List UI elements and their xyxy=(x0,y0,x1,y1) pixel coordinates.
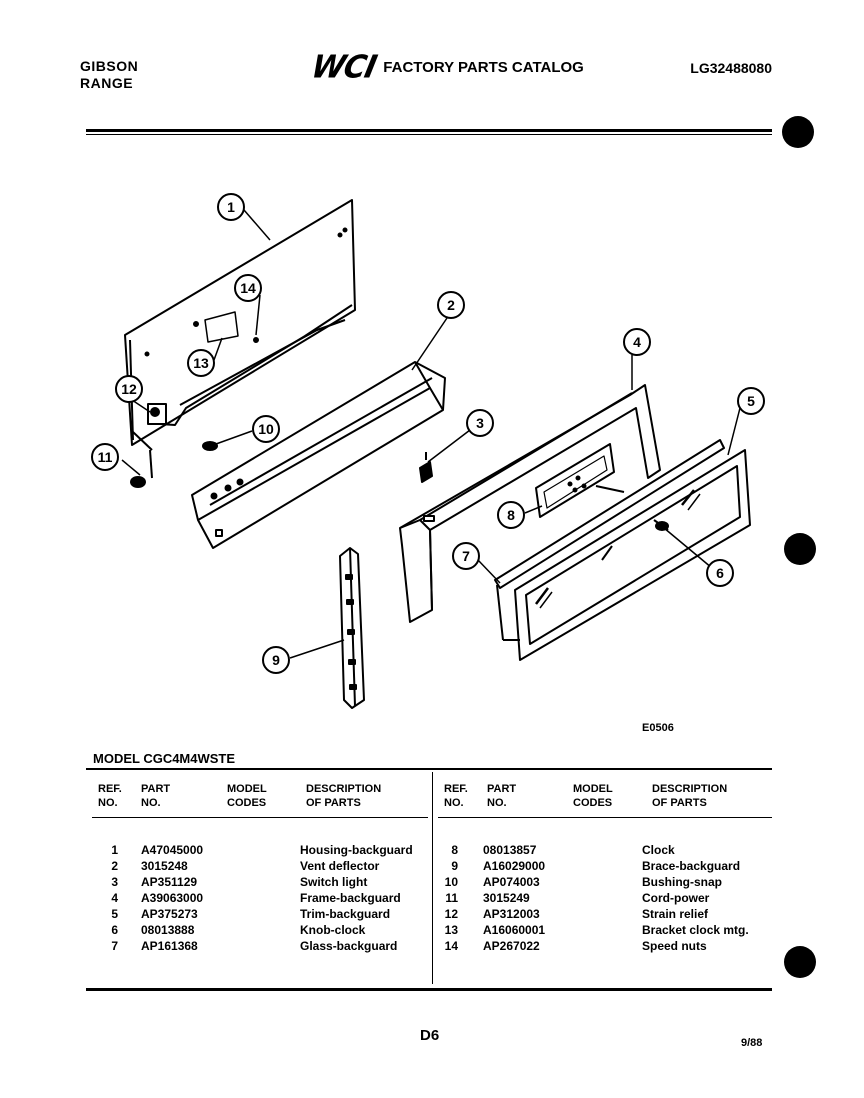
table-row: 13 xyxy=(444,923,458,937)
header-desc-left: DESCRIPTION OF PARTS xyxy=(306,783,382,809)
table-row-desc: Cord-power xyxy=(642,891,710,905)
header-desc-right: DESCRIPTION OF PARTS xyxy=(652,783,728,809)
table-row: 1 xyxy=(111,843,118,857)
part-brace-backguard xyxy=(340,548,364,708)
callout-9: 9 xyxy=(272,652,280,668)
callout-5: 5 xyxy=(747,393,755,409)
model-label: MODEL CGC4M4WSTE xyxy=(93,751,236,766)
table-row-part: 3015249 xyxy=(483,891,530,905)
wci-logo: WCI xyxy=(308,49,380,86)
header-underline-left xyxy=(92,817,428,818)
table-row-part: AP267022 xyxy=(483,939,540,953)
table-row-part: AP375273 xyxy=(141,907,198,921)
table-row-part: A39063000 xyxy=(141,891,204,905)
binder-hole-bottom xyxy=(784,946,816,978)
table-row-desc: Glass-backguard xyxy=(300,939,398,953)
header-ref-left: REF. NO. xyxy=(98,783,122,809)
table-row-part: A47045000 xyxy=(141,843,204,857)
brand-block xyxy=(80,58,138,92)
figure-code: E0506 xyxy=(642,722,674,734)
table-row: 4 xyxy=(111,891,118,905)
page-code: D6 xyxy=(420,1027,440,1044)
catalog-header xyxy=(308,49,584,86)
header-ref-right: REF. NO. xyxy=(444,783,468,809)
table-row-part: 08013888 xyxy=(141,923,195,937)
table-row-desc: Knob-clock xyxy=(300,923,366,937)
callout-12: 12 xyxy=(121,381,137,397)
table-row-desc: Housing-backguard xyxy=(300,843,413,857)
table-row: 11 xyxy=(445,891,458,905)
callout-13: 13 xyxy=(193,355,209,371)
callout-1: 1 xyxy=(227,199,235,215)
print-date: 9/88 xyxy=(741,1037,763,1049)
callout-10: 10 xyxy=(258,421,274,437)
table-row-desc: Bracket clock mtg. xyxy=(642,923,749,937)
header-part-right: PART NO. xyxy=(487,783,517,809)
part-switch-light xyxy=(420,452,432,482)
header-rule xyxy=(86,129,772,132)
table-row-desc: Bushing-snap xyxy=(642,875,722,889)
table-row-part: 08013857 xyxy=(483,843,537,857)
callout-4: 4 xyxy=(633,334,641,350)
part-bushing-snap xyxy=(203,442,217,450)
header-underline-right xyxy=(438,817,772,818)
table-row: 8 xyxy=(451,843,458,857)
product-type: RANGE xyxy=(80,75,134,91)
table-row: 2 xyxy=(111,859,118,873)
callout-7: 7 xyxy=(462,548,470,564)
catalog-number: LG32488080 xyxy=(690,60,772,76)
table-row-part: AP312003 xyxy=(483,907,540,921)
table-row-desc: Frame-backguard xyxy=(300,891,401,905)
table-row-part: 3015248 xyxy=(141,859,188,873)
header-part-left: PART NO. xyxy=(141,783,171,809)
table-row: 12 xyxy=(444,907,458,921)
header-model-left: MODEL CODES xyxy=(227,783,267,809)
table-row: 5 xyxy=(111,907,118,921)
callout-6: 6 xyxy=(716,565,724,581)
exploded-parts-diagram xyxy=(0,160,864,720)
binder-hole-top xyxy=(782,116,814,148)
table-row-part: AP074003 xyxy=(483,875,540,889)
table-row: 10 xyxy=(444,875,458,889)
callout-11: 11 xyxy=(97,449,113,465)
header-rule-thin xyxy=(86,134,772,135)
catalog-title: FACTORY PARTS CATALOG xyxy=(383,59,584,76)
table-row-part: AP161368 xyxy=(141,939,198,953)
table-row-desc: Switch light xyxy=(300,875,368,889)
table-row: 7 xyxy=(111,939,118,953)
table-row-desc: Clock xyxy=(642,843,675,857)
table-row-desc: Brace-backguard xyxy=(642,859,741,873)
header-model-right: MODEL CODES xyxy=(573,783,613,809)
table-row-part: A16060001 xyxy=(483,923,546,937)
callout-8: 8 xyxy=(507,507,515,523)
table-row: 6 xyxy=(111,923,118,937)
table-row: 3 xyxy=(111,875,118,889)
table-row-desc: Speed nuts xyxy=(642,939,707,953)
callout-2: 2 xyxy=(447,297,455,313)
callout-3: 3 xyxy=(476,415,484,431)
table-row-desc: Vent deflector xyxy=(300,859,380,873)
part-vent-deflector xyxy=(192,362,445,548)
table-row-desc: Trim-backguard xyxy=(300,907,391,921)
table-row: 14 xyxy=(444,939,458,953)
brand-name: GIBSON xyxy=(80,58,139,74)
table-row: 9 xyxy=(451,859,458,873)
table-row-desc: Strain relief xyxy=(642,907,709,921)
table-row-part: AP351129 xyxy=(141,875,198,889)
callout-14: 14 xyxy=(240,280,256,296)
table-row-part: A16029000 xyxy=(483,859,546,873)
